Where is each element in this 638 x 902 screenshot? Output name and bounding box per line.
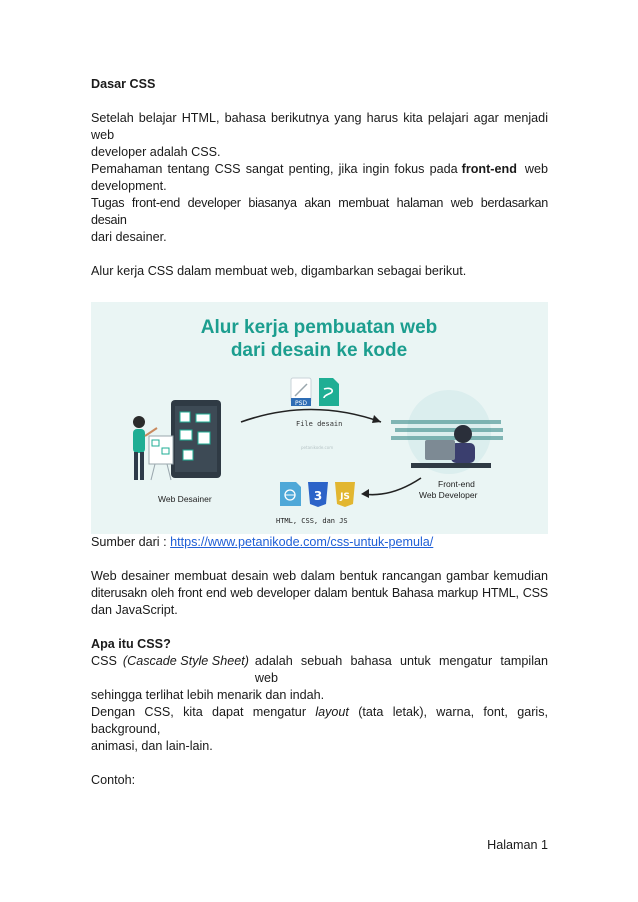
- def-css: CSS: [91, 654, 117, 668]
- html-file-icon: [280, 482, 301, 506]
- designer-tablet: [171, 400, 221, 478]
- css-icon-text: 3: [313, 489, 323, 503]
- pemahaman-web: web: [524, 162, 548, 176]
- paragraph-intro-line1: Setelah belajar HTML, bahasa berikutnya yang harus kita pelajari agar menjadi web: [91, 111, 548, 142]
- usage-post: (tata letak), warna, font, garis, background,: [91, 705, 548, 736]
- document-body: [91, 76, 548, 789]
- workflow-illustration-svg: [91, 302, 548, 534]
- paragraph-designer-line2: diterusakn oleh front end web developer dalam bentuk Bahasa markup HTML, CSS: [91, 586, 548, 600]
- paragraph-designer-line1: Web desainer membuat desain web dalam bentuk rancangan gambar kemudian: [91, 569, 548, 583]
- paragraph-intro-line2: developer adalah CSS.: [91, 145, 221, 159]
- css-file-icon: [308, 482, 328, 507]
- web-desainer-label: Web Desainer: [158, 494, 212, 504]
- tech-label: HTML, CSS, dan JS: [276, 517, 348, 525]
- heading-apa-itu-css: Apa itu CSS?: [91, 637, 171, 651]
- paragraph-pemahaman-line2: development.: [91, 179, 167, 193]
- paragraph-css-definition-line2: sehingga terlihat lebih menarik dan indah.: [91, 688, 325, 702]
- psd-label: PSD: [294, 400, 308, 407]
- paragraph-css-usage-line2: animasi, dan lain-lain.: [91, 739, 213, 753]
- illustration-title-line1: Alur kerja pembuatan web: [200, 317, 438, 338]
- usage-pre: Dengan CSS, kita dapat mengatur: [91, 705, 316, 719]
- def-rest: adalah sebuah bahasa untuk mengatur tampilan web: [254, 654, 548, 685]
- illustration-title-line2: dari desain ke kode: [230, 340, 408, 361]
- paragraph-tugas-line1: Tugas front-end developer biasanya akan membuat halaman web berdasarkan desain: [91, 196, 548, 227]
- usage-layout-italic: layout: [315, 705, 349, 719]
- pemahaman-text: Pemahaman tentang CSS sangat penting, jika ingin fokus pada: [91, 162, 458, 176]
- developer-label-line1: Front-end: [438, 479, 475, 489]
- def-cascade-style-sheet: (Cascade Style Sheet): [122, 654, 249, 668]
- paragraph-css-definition: [91, 653, 548, 687]
- js-file-icon: [335, 482, 355, 507]
- source-line: [91, 534, 548, 551]
- page-footer: Halaman 1: [487, 838, 548, 852]
- paragraph-designer-line3: dan JavaScript.: [91, 603, 178, 617]
- paragraph-css-usage: [91, 704, 548, 738]
- design-file-icon: [319, 378, 339, 406]
- js-icon-text: JS: [340, 492, 350, 502]
- contoh-label: Contoh:: [91, 773, 136, 787]
- watermark-text: petanikode.com: [301, 445, 334, 450]
- source-link[interactable]: https://www.petanikode.com/css-untuk-pemula/: [170, 535, 434, 549]
- file-desain-label: File desain: [296, 420, 343, 428]
- developer-label-line2: Web Developer: [419, 490, 478, 500]
- paragraph-alur: Alur kerja CSS dalam membuat web, digambarkan sebagai berikut.: [91, 264, 467, 278]
- front-end-bold: front-end: [461, 162, 517, 176]
- heading-dasar-css: Dasar CSS: [91, 77, 156, 91]
- source-label: Sumber dari :: [91, 535, 171, 549]
- workflow-illustration: [91, 302, 548, 534]
- paragraph-tugas-line2: dari desainer.: [91, 230, 167, 244]
- paragraph-pemahaman: [91, 161, 548, 178]
- psd-file-icon: [291, 378, 311, 407]
